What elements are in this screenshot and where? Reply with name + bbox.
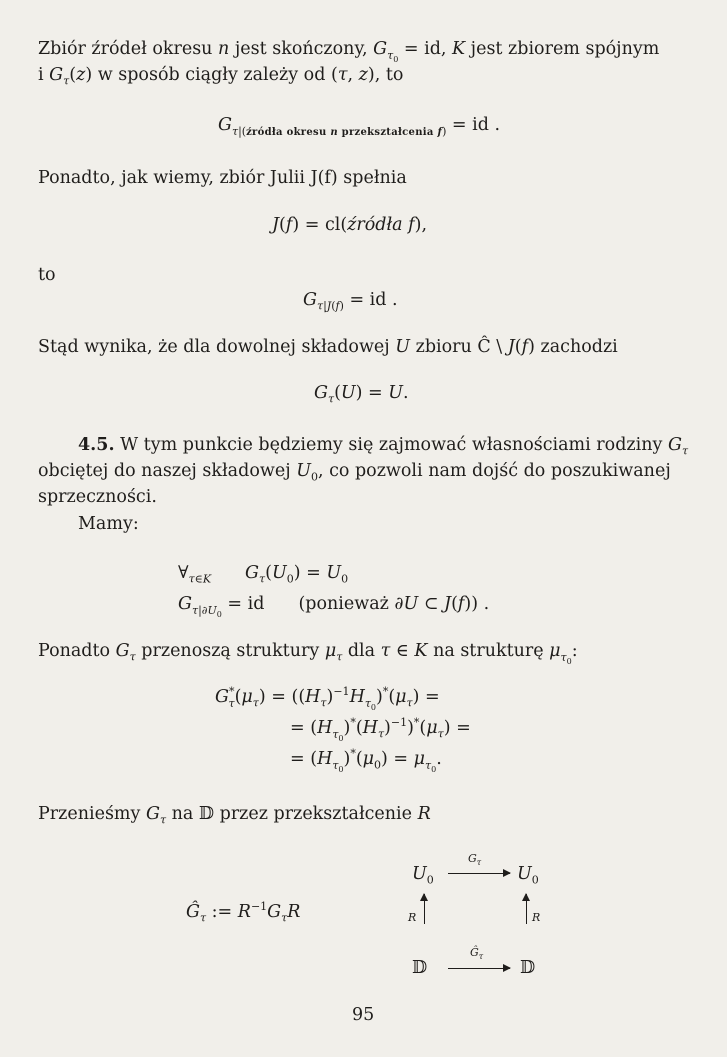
- diagram-top-left: $U_0$: [412, 864, 434, 887]
- diagram-left-arrow-label: R: [408, 911, 417, 924]
- equation-5-row-1: $\forall_{\tau\in K}$ $G_\tau(U_0) = U_0$: [178, 563, 349, 586]
- equation-6-row-3: = $(H_{\tau_0})^*(\mu_0) = \mu_{\tau_0}$.: [290, 747, 442, 774]
- diagram-right-arrow: [526, 894, 527, 924]
- equation-6-row-1: $G^*_\tau(\mu_\tau) = ((H_\tau)^{-1}H_{\tau_0})^*(\mu_\tau)$ =: [215, 685, 440, 712]
- equation-6-row-2: = $(H_{\tau_0})^*(H_\tau)^{-1})^*(\mu_\tau)$ =: [290, 716, 471, 743]
- diagram-bottom-right: 𝔻: [520, 958, 536, 978]
- diagram-bottom-arrow-label: $Ĝ_\tau$: [470, 946, 484, 962]
- section-number: 4.5.: [78, 435, 115, 455]
- equation-4: $G_\tau(U) = U$.: [314, 383, 409, 406]
- paragraph-2: Ponadto, jak wiemy, zbiór Julii J(f) spełnia: [38, 168, 407, 188]
- word-to: to: [38, 265, 56, 285]
- equation-1: $G_{\tau|(źródła okresu n przekształcenia f)}$ = id .: [218, 115, 501, 138]
- mamy-label: Mamy:: [78, 514, 139, 534]
- section-4-5: [38, 432, 698, 510]
- equation-5-row-2: $G_{\tau|\partial U_0}$ = id (ponieważ ∂U ⊂ J(f)) .: [178, 594, 490, 619]
- paragraph-1-line-2: i $G_\tau(z)$ w sposób ciągły zależy od (τ, z), to: [38, 65, 404, 88]
- diagram-left-arrow: [424, 894, 425, 924]
- section-line-3: sprzeczności.: [38, 487, 157, 507]
- paragraph-5: Przenieśmy $G_\tau$ na 𝔻 przez przekształcenie R: [38, 804, 431, 827]
- diagram-right-arrow-label: R: [532, 911, 541, 924]
- diagram-top-arrow-label: $G_\tau$: [468, 852, 482, 868]
- section-line-1: 4.5. W tym punkcie będziemy się zajmować własnościami rodziny $G_\tau$: [78, 435, 689, 458]
- diagram-top-right: $U_0$: [517, 864, 539, 887]
- diagram-bottom-arrow: [448, 968, 510, 969]
- diagram-top-arrow: [448, 873, 510, 874]
- section-line-2: obciętej do naszej składowej $U_0$, co pozwoli nam dojść do poszukiwanej: [38, 461, 671, 484]
- equation-3: $G_{\tau|J(f)}$ = id .: [303, 290, 398, 313]
- equation-7: $Ĝ_\tau$ := $R^{-1}G_\tau R$: [186, 900, 301, 925]
- paragraph-1: [38, 36, 698, 88]
- paragraph-1-line-1: Zbiór źródeł okresu n jest skończony, $G_{\tau_0}$ = id, K jest zbiorem spójnym: [38, 39, 660, 64]
- equation-2: J(f) = cl(źródła f),: [272, 215, 428, 235]
- paragraph-3: Stąd wynika, że dla dowolnej składowej U zbioru Ĉ \ J(f) zachodzi: [38, 337, 618, 357]
- paragraph-4: Ponadto $G_\tau$ przenoszą struktury $\mu_\tau$ dla τ ∈ K na strukturę $\mu_{\tau_0}$:: [38, 641, 578, 666]
- diagram-bottom-left: 𝔻: [412, 958, 428, 978]
- page-number: 95: [352, 1005, 375, 1025]
